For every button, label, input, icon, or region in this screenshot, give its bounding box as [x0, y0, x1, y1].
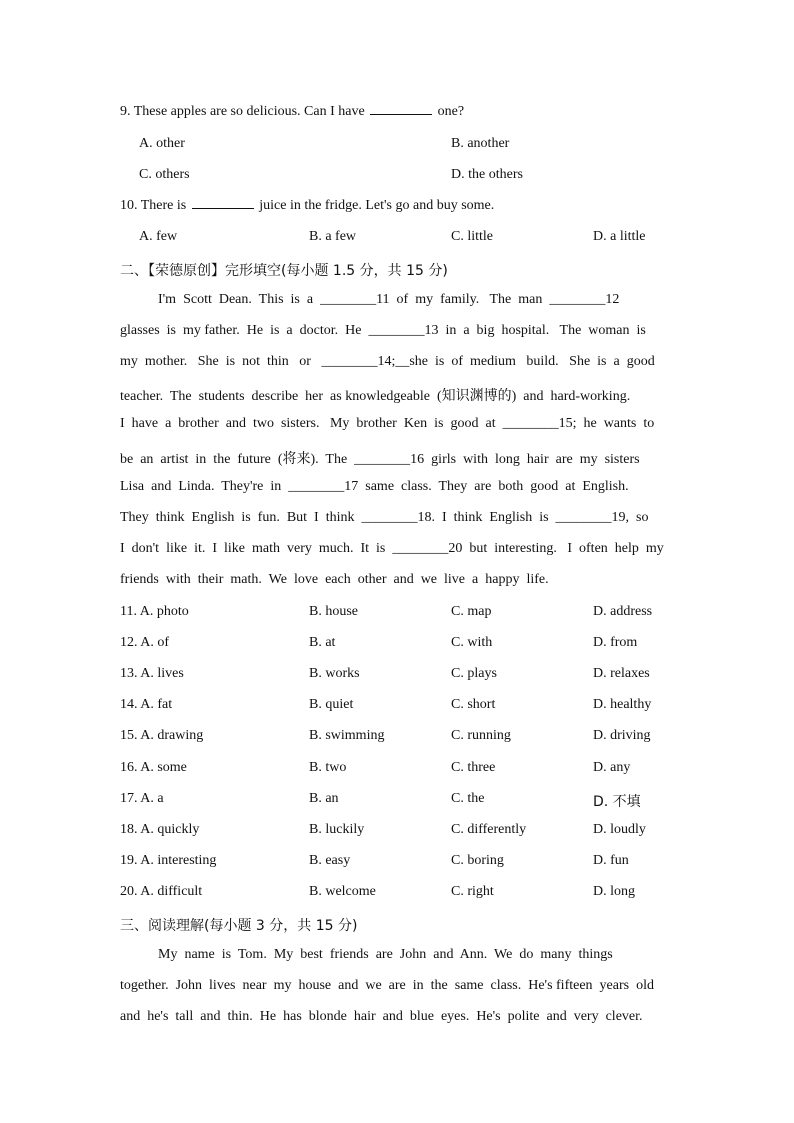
option-b[interactable]: B. swimming [309, 728, 385, 743]
question-number: 10. [120, 198, 138, 213]
option-d[interactable]: D. address [593, 604, 653, 619]
option-b[interactable]: B. at [309, 635, 336, 650]
option-a[interactable]: 20. A. difficult [120, 884, 203, 899]
option-d[interactable]: D. loudly [593, 822, 646, 837]
option-d[interactable]: D. the others [451, 167, 523, 182]
option-a[interactable]: A. few [139, 229, 178, 244]
question-text: There is [140, 198, 187, 213]
option-c[interactable]: C. differently [451, 822, 527, 837]
option-a[interactable]: 14. A. fat [120, 697, 173, 712]
option-d[interactable]: D. fun [593, 853, 629, 868]
option-b[interactable]: B. welcome [309, 884, 376, 899]
passage-line: teacher. The students describe her as knowledgeable (知识渊博的) and hard-working. [120, 389, 631, 404]
question-number: 9. [120, 104, 131, 119]
option-d[interactable]: D. 不填 [593, 794, 641, 810]
option-b[interactable]: B. works [309, 666, 360, 681]
option-b[interactable]: B. another [451, 136, 510, 151]
option-a[interactable]: 15. A. drawing [120, 728, 204, 743]
passage-line: Lisa and Linda. They're in ________17 same class. They are both good at English. [120, 479, 629, 494]
option-b[interactable]: B. house [309, 604, 358, 619]
section-3-heading: 三、阅读理解(每小题 3 分，共 15 分) [120, 918, 358, 934]
passage-line: I'm Scott Dean. This is a ________11 of my family. The man ________12 [158, 292, 620, 307]
passage-line: my mother. She is not thin or ________14;__she is of medium build. She is a good [120, 354, 655, 369]
option-d[interactable]: D. relaxes [593, 666, 650, 681]
option-c[interactable]: C. others [139, 167, 190, 182]
option-c[interactable]: C. with [451, 635, 493, 650]
section-2-heading: 二、【荣德原创】完形填空(每小题 1.5 分，共 15 分) [120, 263, 448, 279]
option-b[interactable]: B. luckily [309, 822, 365, 837]
option-b[interactable]: B. easy [309, 853, 351, 868]
passage-line: I don't like it. I like math very much. It is ________20 but interesting. I often help my [120, 541, 664, 556]
passage-line: be an artist in the future (将来). The ________16 girls with long hair are my sisters [120, 452, 640, 467]
option-c[interactable]: C. the [451, 791, 485, 806]
option-a[interactable]: A. other [139, 136, 185, 151]
answer-blank[interactable] [370, 104, 432, 115]
passage-line: and he's tall and thin. He has blonde hair and blue eyes. He's polite and very clever. [120, 1009, 643, 1024]
option-c[interactable]: C. plays [451, 666, 497, 681]
option-c[interactable]: C. three [451, 760, 496, 775]
option-a[interactable]: 18. A. quickly [120, 822, 200, 837]
passage-line: I have a brother and two sisters. My brother Ken is good at ________15; he wants to [120, 416, 655, 431]
question-10 [120, 198, 494, 214]
question-text-end: one? [437, 104, 465, 119]
option-a[interactable]: 13. A. lives [120, 666, 184, 681]
option-a[interactable]: 19. A. interesting [120, 853, 217, 868]
option-b[interactable]: B. an [309, 791, 339, 806]
option-c[interactable]: C. right [451, 884, 494, 899]
option-d[interactable]: D. healthy [593, 697, 652, 712]
question-9 [120, 104, 464, 120]
question-text: These apples are so delicious. Can I have [133, 104, 365, 119]
option-d[interactable]: D. a little [593, 229, 646, 244]
passage-line: glasses is my father. He is a doctor. He ________13 in a big hospital. The woman is [120, 323, 646, 338]
option-a[interactable]: 16. A. some [120, 760, 187, 775]
option-d[interactable]: D. any [593, 760, 631, 775]
option-d[interactable]: D. long [593, 884, 635, 899]
option-a[interactable]: 12. A. of [120, 635, 169, 650]
option-b[interactable]: B. quiet [309, 697, 354, 712]
passage-line: They think English is fun. But I think ________18. I think English is ________19, so [120, 510, 649, 525]
question-text-end: juice in the fridge. Let's go and buy some. [259, 198, 495, 213]
passage-line: My name is Tom. My best friends are John and Ann. We do many things [158, 947, 613, 962]
option-b[interactable]: B. two [309, 760, 347, 775]
option-b[interactable]: B. a few [309, 229, 357, 244]
passage-line: together. John lives near my house and we are in the same class. He's fifteen years old [120, 978, 654, 993]
option-d[interactable]: D. driving [593, 728, 651, 743]
option-d[interactable]: D. from [593, 635, 638, 650]
option-a[interactable]: 11. A. photo [120, 604, 189, 619]
option-c[interactable]: C. boring [451, 853, 504, 868]
option-c[interactable]: C. running [451, 728, 511, 743]
option-a[interactable]: 17. A. a [120, 791, 164, 806]
option-c[interactable]: C. little [451, 229, 493, 244]
option-c[interactable]: C. map [451, 604, 492, 619]
answer-blank[interactable] [192, 198, 254, 209]
passage-line: friends with their math. We love each other and we live a happy life. [120, 572, 549, 587]
option-c[interactable]: C. short [451, 697, 496, 712]
